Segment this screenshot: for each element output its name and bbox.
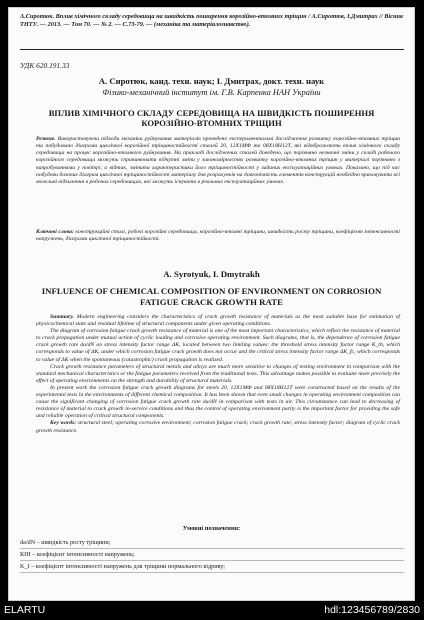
authors-en: A. Syrotyuk, I. Dmytrakh xyxy=(163,269,260,279)
notation-line: K_I – коефіцієнт інтенсивності напружень для тріщини нормального відриву; xyxy=(20,561,404,573)
authors-ua: А. Сиротюк, канд. техн. наук; І. Дмитрах, докт. техн. наук xyxy=(98,76,325,86)
keywords-ua-label: Ключові слова: xyxy=(36,229,74,235)
abstract-en-p2: The diagram of corrosion fatigue crack growth resistance of material is one of the most important characteristics, which reflect the resistance of material to crack propagation under mutual action of cyclic loading and corrosive operating environment. Such diagrams, that is, the dependence of corrosion fatigue crack growth rate da/dN on stress intensity factor range ΔK, located between two limiting values: the threshold stress intensity factor range K_th, which corresponds to value of ΔK, under which corrosion fatigue crack growth does not occur and the critical stress intensity factor range ΔK_fc, which corresponds to value of ΔK when the spontaneous (catastrophic) crack propagation is realized. xyxy=(36,328,400,363)
abstract-en-p3: Crack growth resistance parameters of structural metals and alloys are much more sensitive to changes of testing environment in comparison with the standard mechanical characteristics or the fatigue parameters received from the traditional tests. This advantage makes possible to evaluate more precisely the effect of operating environments on the strength and durability of structural materials. xyxy=(36,363,400,384)
abstract-en-p1: Modern engineering considers the characteristics of crack growth resistance of materials as the most suitable base for estimation of physicochemical state and residual lifetime of structural components under given operating conditions. xyxy=(36,314,401,328)
abstract-ua xyxy=(36,136,400,186)
udc-code: УДК 620.191.33 xyxy=(20,61,70,70)
repository-label: ELARTU xyxy=(4,604,46,616)
keywords-en-text: structural steel; operating corrosive environment; corrosion fatigue crack; crack growth rate; stress intensity factor; diagram of cyclic crack growth resistance. xyxy=(36,420,401,434)
notation-line: da/dN – швидкість росту тріщини; xyxy=(20,537,404,549)
title-ua: ВПЛИВ ХІМІЧНОГО СКЛАДУ СЕРЕДОВИЩА НА ШВИДКІСТЬ ПОШИРЕННЯ КОРОЗІЙНО-ВТОМНИХ ТРІЩИН xyxy=(48,108,375,128)
abstract-ua-label: Резюме. xyxy=(36,136,56,142)
abstract-en-p4: In present work the corrosion fatigue crack growth diagrams for steels 20, 12Х1МФ and 08Х18Н12Т were constructed based on the results of the experimental tests in the environments of different chemical composition. It has been shown that even small changes in operating environment composition can cause the significant changing of corrosion fatigue crack growth rate da/dN in comparison with tests in air. This circumstance can lead to decreasing of resistance of material to crack growth in-service conditions and thus the control of operating environment purity is the important factor for providing the safe and reliable operation of critical structural components. xyxy=(36,384,400,420)
citation-rule xyxy=(20,49,404,50)
abstract-en xyxy=(36,314,400,435)
keywords-ua xyxy=(36,229,400,243)
keywords-en-label: Key words: xyxy=(50,420,77,427)
notation-title: Умовні позначення: xyxy=(182,525,241,532)
handle-label: hdl:123456789/2830 xyxy=(324,604,420,616)
title-en: INFLUENCE OF CHEMICAL COMPOSITION OF ENVIRONMENT ON CORROSION FATIGUE CRACK GROWTH RATE xyxy=(41,286,382,307)
paper-page xyxy=(8,7,415,601)
notation-list xyxy=(20,537,404,573)
institute-ua: Фізико-механічний інститут ім. Г.В. Карпенка НАН України xyxy=(102,88,321,97)
keywords-ua-text: конструкційні сталі, робочі корозійні середовища, корозійно-втомні тріщини, швидкість росту тріщини, коефіцієнт інтенсивності напружень, діаграми циклічної тріщиностійкості. xyxy=(36,229,400,243)
abstract-ua-text: Використовуючи підходи механіки руйнування матеріалів проведено експериментальні дослідження розвитку корозійно-втомних тріщин та побудовано діаграми циклічної корозійної тріщиностійкості сталей 20, 12Х1МФ та 08Х18Н12Т, які відображають вплив хімічного складу середовища на процес корозійно-втомного руйнування. На прикладі досліджених сталей доведено, що порівняно незначні зміни у складі робочого корозійного середовища можуть спричинювати відчутні зміни у закономірностях розвитку корозійно-втомних тріщин у матеріалі порівняно з випробуваннями у повітрі, а відтак, змінити характеристики його тріщиностійкості у заданих експлуатаційних умовах. Показано, що під час побудови базових діаграм циклічної тріщиностійкості матеріалу для розрахунків на довговічність елементів конструкцій необхідно враховувати всі можливі відхилення в робочих середовищах, які можуть існувати в реальних експлуатаційних умовах. xyxy=(36,136,400,185)
notation-line: КІН – коефіцієнт інтенсивності напружень; xyxy=(20,549,404,561)
citation: A.Сиротюк. Вплив хімічного складу середовища на швидкість поширення корозійно-втомних тріщин / А.Сиротюк, І.Дмитрах // Вісник ТНТУ. — 2013. — Том 70. — № 2. — С.73-79. — (механіка та матеріалознавство). xyxy=(20,13,404,28)
abstract-en-label: Summary. xyxy=(50,314,74,320)
